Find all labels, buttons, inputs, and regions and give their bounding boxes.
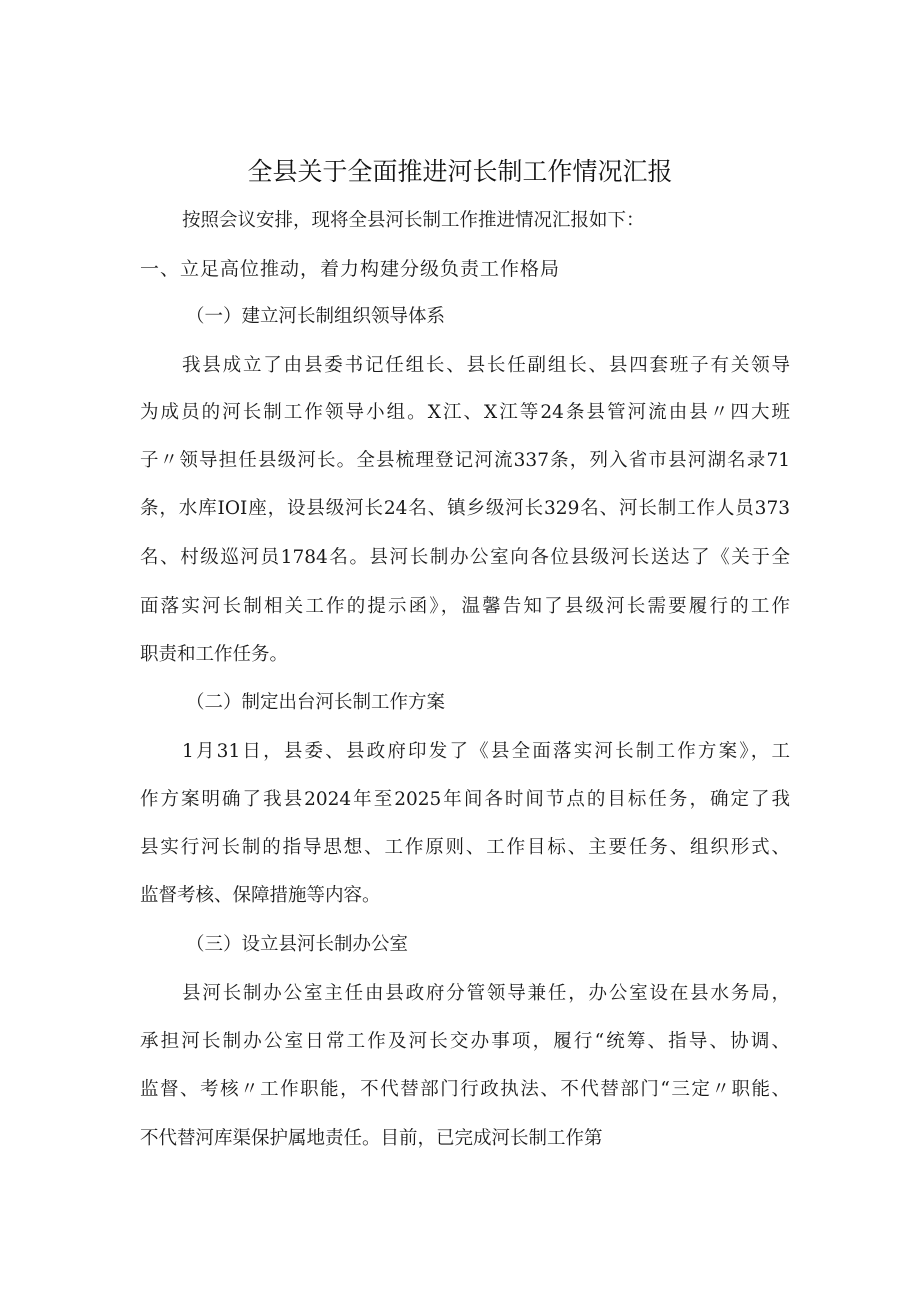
subsection-heading-1: （一）建立河长制组织领导体系 <box>186 306 446 327</box>
section-heading-1: 一、立足高位推动，着力构建分级负责工作格局 <box>140 258 561 280</box>
paragraph-line: 承担河长制办公室日常工作及河长交办事项，履行“统筹、指导、协调、 <box>140 1031 790 1052</box>
paragraph-line: 职责和工作任务。 <box>140 644 289 665</box>
paragraph-line: 县实行河长制的指导思想、工作原则、工作目标、主要任务、组织形式、 <box>140 837 790 858</box>
document-title: 全县关于全面推进河长制工作情况汇报 <box>247 157 673 186</box>
paragraph-line: 我县成立了由县委书记任组长、县长任副组长、县四套班子有关领导 <box>182 355 790 376</box>
paragraph-line: 监督考核、保障措施等内容。 <box>140 885 381 906</box>
subsection-heading-3: （三）设立县河长制办公室 <box>186 934 409 955</box>
paragraph-line: 条，水库IOI座，设县级河长24名、镇乡级河长329名、河长制工作人员373 <box>140 498 790 519</box>
subsection-heading-2: （二）制定出台河长制工作方案 <box>186 692 446 713</box>
paragraph-line: 不代替河库渠保护属地责任。目前，已完成河长制工作第 <box>140 1128 603 1149</box>
paragraph-line: 1月31日，县委、县政府印发了《县全面落实河长制工作方案》，工 <box>182 741 790 762</box>
paragraph-line: 监督、考核〃工作职能，不代替部门行政执法、不代替部门“三定〃职能、 <box>140 1079 790 1100</box>
paragraph-line: 名、村级巡河员1784名。县河长制办公室向各位县级河长送达了《关于全 <box>140 547 790 568</box>
paragraph-line: 县河长制办公室主任由县政府分管领导兼任，办公室设在县水务局， <box>182 983 790 1004</box>
paragraph-line: 子〃领导担任县级河长。全县梳理登记河流337条，列入省市县河湖名录71 <box>140 450 790 471</box>
paragraph-line: 作方案明确了我县2024年至2025年间各时间节点的目标任务，确定了我 <box>140 789 790 810</box>
paragraph-line: 面落实河长制相关工作的提示函》，温馨告知了县级河长需要履行的工作 <box>140 596 790 617</box>
intro-paragraph: 按照会议安排，现将全县河长制工作推进情况汇报如下： <box>182 210 645 231</box>
paragraph-line: 为成员的河长制工作领导小组。X江、X江等24条县管河流由县〃四大班 <box>140 402 790 423</box>
